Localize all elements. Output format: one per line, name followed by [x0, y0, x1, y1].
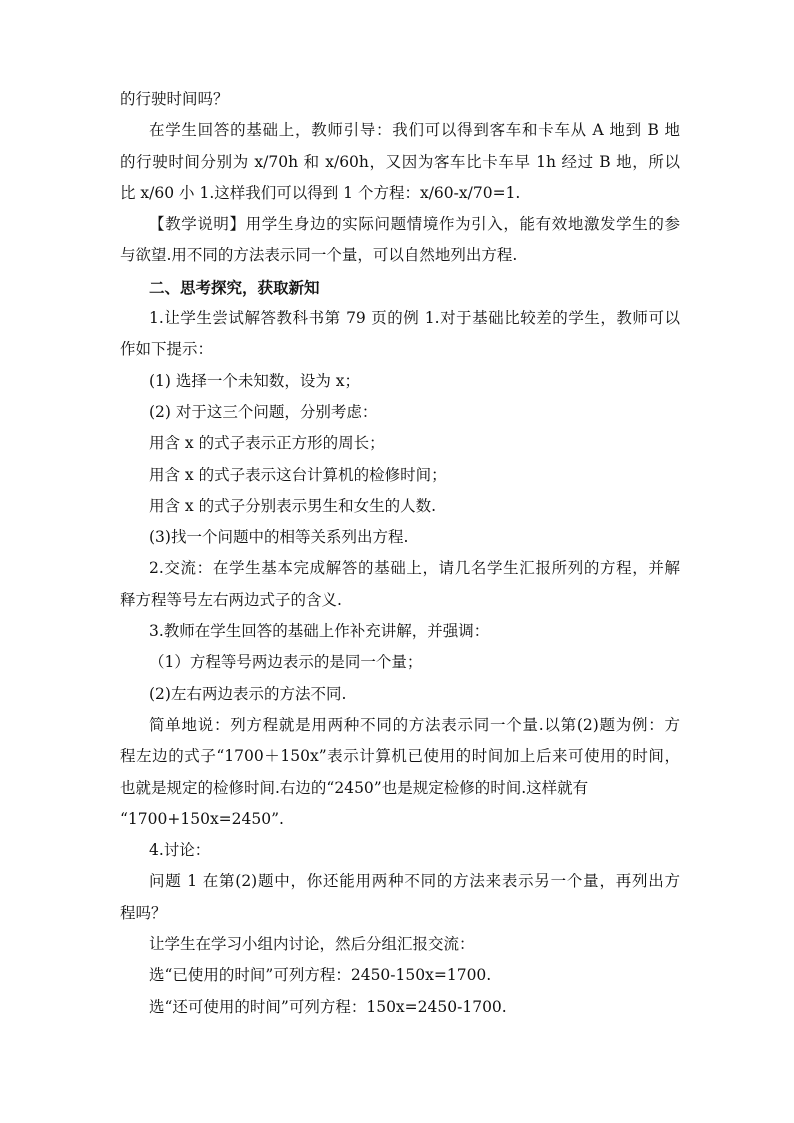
text-line: 也就是规定的检修时间.右边的“2450”也是规定检修的时间.这样就有	[120, 778, 589, 797]
text-line: (1) 选择一个未知数，设为 x；	[149, 371, 361, 390]
text-line: 4.讨论：	[149, 841, 211, 860]
text-line: 用含 x 的式子表示正方形的周长；	[149, 434, 385, 453]
text-line: “1700+150x=2450”.	[120, 809, 284, 828]
text-line: 1.让学生尝试解答教科书第 79 页的例 1.对于基础比较差的学生，教师可以	[149, 309, 680, 328]
text-line: 释方程等号左右两边式子的含义.	[120, 590, 342, 609]
text-line: 简单地说：列方程就是用两种不同的方法表示同一个量.以第(2)题为例：方	[149, 715, 680, 734]
text-line: 程吗？	[120, 903, 167, 922]
text-line: 程左边的式子“1700＋150x”表示计算机已使用的时间加上后来可使用的时间，	[120, 747, 680, 766]
text-line: 在学生回答的基础上，教师引导：我们可以得到客车和卡车从 A 地到 B 地	[149, 121, 680, 140]
text-line: (3)找一个问题中的相等关系列出方程.	[149, 528, 409, 547]
text-line: 2.交流：在学生基本完成解答的基础上，请几名学生汇报所列的方程，并解	[149, 559, 680, 578]
text-line: 的行驶时间吗？	[120, 90, 229, 108]
text-line: (2) 对于这三个问题，分别考虑：	[149, 402, 378, 421]
text-line: 的行驶时间分别为 x/70h 和 x/60h，又因为客车比卡车早 1h 经过 B 地，所以	[120, 152, 680, 171]
section-heading: 二、思考探究，获取新知	[149, 277, 320, 297]
text-line: 作如下提示：	[120, 340, 214, 359]
text-line: 让学生在学习小组内讨论，然后分组汇报交流：	[149, 935, 475, 954]
text-line: 3.教师在学生回答的基础上作补充讲解，并强调：	[149, 622, 490, 641]
text-line: 比 x/60 小 1.这样我们可以得到 1 个方程：x/60-x/70=1.	[120, 183, 521, 202]
text-line: (2)左右两边表示的方法不同.	[149, 684, 347, 703]
text-line: （1）方程等号两边表示的是同一个量；	[149, 653, 423, 672]
text-line: 选“还可使用的时间”可列方程：150x=2450-1700.	[149, 997, 507, 1016]
text-line: 问题 1 在第(2)题中，你还能用两种不同的方法来表示另一个量，再列出方	[149, 872, 680, 891]
text-line: 选“已使用的时间”可列方程：2450-150x=1700.	[149, 966, 492, 985]
text-line: 【教学说明】用学生身边的实际问题情境作为引入，能有效地激发学生的参	[149, 215, 680, 234]
text-line: 用含 x 的式子分别表示男生和女生的人数.	[149, 496, 437, 515]
document-body	[120, 84, 680, 1023]
text-line: 用含 x 的式子表示这台计算机的检修时间；	[149, 465, 447, 484]
text-line: 与欲望.用不同的方法表示同一个量，可以自然地列出方程.	[120, 246, 518, 265]
